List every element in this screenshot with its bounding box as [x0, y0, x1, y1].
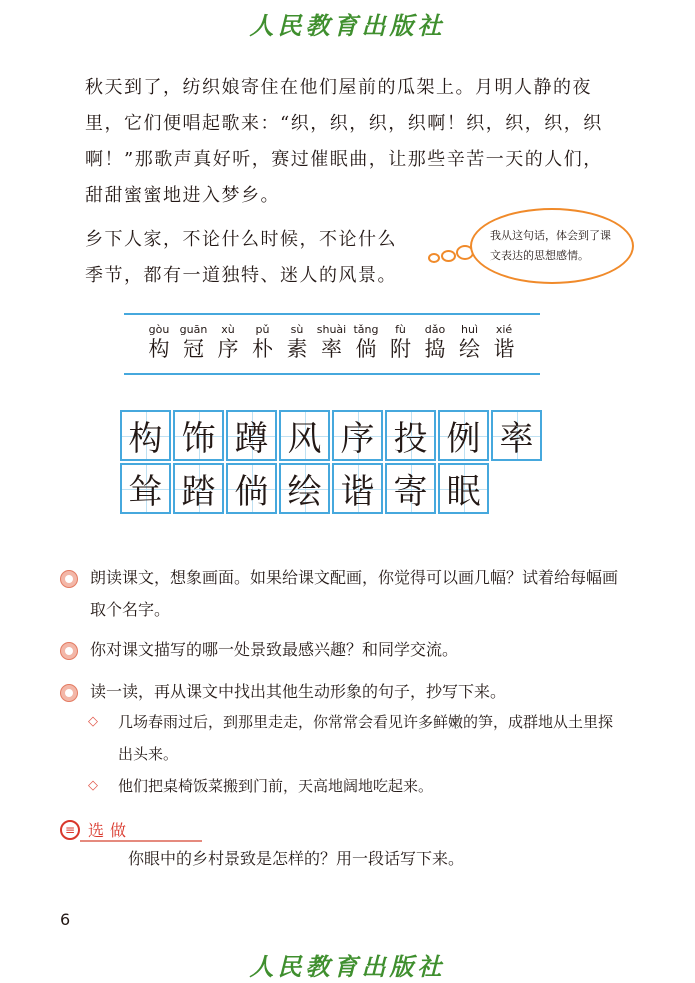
vocab-item — [315, 315, 349, 361]
optional-task-underline — [80, 840, 202, 842]
example-sentence-2-text: 他们把桌椅饭菜搬到门前，天高地阔地吃起来。 — [118, 777, 434, 795]
vocab-pinyin: fù — [395, 323, 406, 336]
grid-character-cell: 倘 — [226, 463, 277, 514]
vocab-item — [246, 315, 280, 361]
question-3 — [60, 676, 620, 708]
vocab-character: 朴 — [252, 337, 273, 361]
grid-character-cell: 例 — [438, 410, 489, 461]
diamond-bullet-icon: ◇ — [88, 778, 98, 793]
vocab-pinyin: guān — [179, 323, 208, 336]
paragraph-1: 秋天到了，纺织娘寄住在他们屋前的瓜架上。月明人静的夜里，它们便唱起歌来：“织，织，织，织啊！织，织，织，织啊！”那歌声真好听，赛过催眠曲，让那些辛苦一天的人们，甜甜蜜蜜地进入梦乡。 — [85, 77, 603, 206]
vocab-character: 序 — [217, 337, 239, 361]
grid-character-cell: 谐 — [332, 463, 383, 514]
question-bullet-icon — [60, 684, 78, 702]
example-sentence-1 — [88, 706, 618, 770]
optional-task-text: 你眼中的乡村景致是怎样的？用一段话写下来。 — [128, 849, 465, 868]
question-1-text: 朗读课文，想象画面。如果给课文配画，你觉得可以画几幅？试着给每幅画取个名字。 — [90, 568, 619, 619]
vocab-character: 冠 — [183, 337, 204, 361]
diamond-bullet-icon: ◇ — [88, 714, 98, 729]
optional-task-header — [60, 818, 150, 842]
question-2 — [60, 634, 620, 666]
vocab-character: 谐 — [493, 337, 515, 361]
vocab-character: 率 — [321, 337, 342, 361]
vocab-pinyin: dǎo — [424, 323, 446, 336]
thought-dot-small — [428, 253, 440, 263]
thought-bubble — [470, 208, 634, 284]
question-1 — [60, 562, 620, 626]
vocab-item — [211, 315, 245, 361]
example-sentence-2 — [88, 770, 618, 802]
vocab-item — [453, 315, 487, 361]
vocab-item — [487, 315, 521, 361]
vocab-pinyin: huì — [461, 323, 478, 336]
vocab-character: 绘 — [459, 337, 480, 361]
vocab-character: 构 — [148, 337, 170, 361]
vocab-character: 倘 — [355, 337, 377, 361]
page-number: 6 — [60, 910, 71, 929]
grid-character-cell: 蹲 — [226, 410, 277, 461]
vocab-pinyin: sù — [290, 323, 304, 336]
grid-character-cell: 构 — [120, 410, 171, 461]
paragraph-2: 乡下人家，不论什么时候，不论什么季节，都有一道独特、迷人的风景。 — [85, 229, 397, 286]
grid-character-cell: 饰 — [173, 410, 224, 461]
grid-character-cell: 风 — [279, 410, 330, 461]
vocab-item — [384, 315, 418, 361]
vocab-item — [280, 315, 314, 361]
grid-character-cell: 序 — [332, 410, 383, 461]
grid-character-cell: 眠 — [438, 463, 489, 514]
question-2-text: 你对课文描写的哪一处景致最感兴趣？和同学交流。 — [90, 640, 459, 659]
vocab-pinyin: shuài — [316, 323, 347, 336]
vocab-pinyin: tǎng — [353, 323, 379, 336]
grid-character-cell: 踏 — [173, 463, 224, 514]
thought-bubble-text: 我从这句话，体会到了课文表达的思想感情。 — [490, 229, 611, 262]
vocabulary-panel — [124, 313, 540, 375]
question-bullet-icon — [60, 642, 78, 660]
vocab-pinyin: xié — [495, 323, 513, 336]
optional-task-label: 选做 — [88, 821, 133, 840]
vocab-pinyin: xù — [221, 323, 235, 336]
vocab-character: 捣 — [424, 337, 446, 361]
question-bullet-icon — [60, 570, 78, 588]
grid-character-cell: 投 — [385, 410, 436, 461]
example-sentence-1-text: 几场春雨过后，到那里走走，你常常会看见许多鲜嫩的笋，成群地从土里探出头来。 — [118, 713, 614, 763]
publisher-logo-top: 人民教育出版社 — [249, 11, 446, 40]
vocab-item — [349, 315, 383, 361]
grid-character-cell: 寄 — [385, 463, 436, 514]
grid-character-cell: 绘 — [279, 463, 330, 514]
vocab-character: 素 — [286, 337, 308, 361]
publisher-logo-bottom: 人民教育出版社 — [249, 952, 446, 981]
vocab-character: 附 — [390, 337, 411, 361]
question-3-text: 读一读，再从课文中找出其他生动形象的句子，抄写下来。 — [90, 682, 507, 701]
thought-dot-medium — [441, 250, 456, 262]
vocab-item — [177, 315, 211, 361]
optional-task-icon: ≡ — [60, 820, 80, 840]
vocab-pinyin: pǔ — [255, 323, 270, 336]
vocab-item — [142, 315, 176, 361]
vocab-pinyin: gòu — [148, 323, 170, 336]
grid-character-cell: 率 — [491, 410, 542, 461]
vocab-item — [418, 315, 452, 361]
grid-character-cell: 耸 — [120, 463, 171, 514]
